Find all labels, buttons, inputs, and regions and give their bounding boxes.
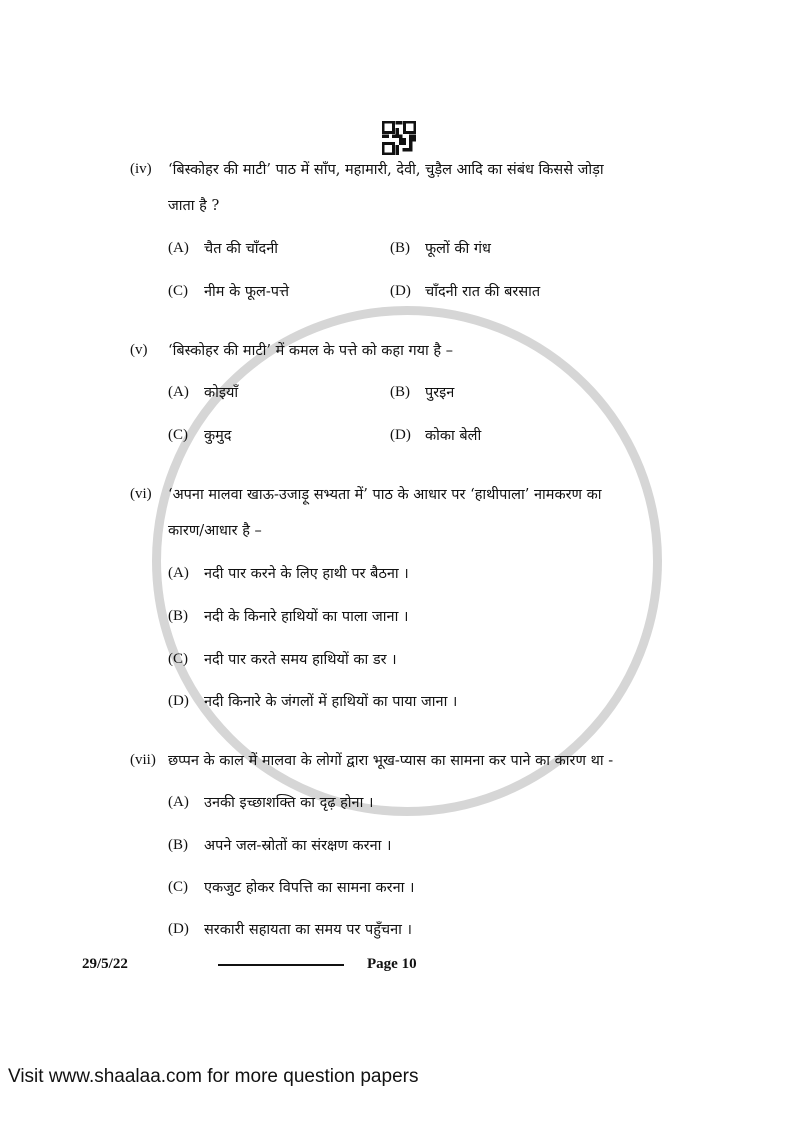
paper-code: 29/5/22 — [82, 956, 128, 972]
footer-rule — [218, 964, 344, 966]
option-text: चैत की चाँदनी — [204, 241, 279, 257]
option-label: (D) — [390, 283, 411, 299]
option-label: (B) — [168, 837, 188, 853]
question-number: (vii) — [130, 752, 156, 768]
option-text: एकजुट होकर विपत्ति का सामना करना । — [204, 880, 415, 896]
question-text: जाता है ? — [168, 198, 220, 214]
option-text: नदी के किनारे हाथियों का पाला जाना । — [204, 609, 409, 625]
question-number: (iv) — [130, 161, 152, 177]
option-text: पुरइन — [425, 385, 455, 401]
option-text: उनकी इच्छाशक्ति का दृढ़ होना । — [204, 795, 374, 811]
question-text: कारण/आधार है – — [168, 523, 262, 539]
option-label: (A) — [168, 794, 189, 810]
option-text: नदी किनारे के जंगलों में हाथियों का पाया जाना । — [204, 694, 458, 710]
option-text: कोइयाँ — [204, 385, 239, 401]
option-label: (A) — [168, 240, 189, 256]
question-text: छप्पन के काल में मालवा के लोगों द्वारा भूख-प्यास का सामना कर पाने का कारण था - — [168, 753, 614, 769]
option-label: (A) — [168, 565, 189, 581]
watermark-circle — [152, 306, 662, 816]
option-text: कुमुद — [204, 428, 232, 444]
qr-code-icon — [382, 121, 416, 155]
option-text: फूलों की गंध — [425, 241, 491, 257]
question-text: ‘बिस्कोहर की माटी’ पाठ में साँप, महामारी, देवी, चुड़ैल आदि का संबंध किससे जोड़ा — [168, 162, 604, 178]
option-text: नीम के फूल-पत्ते — [204, 284, 289, 300]
option-label: (B) — [390, 240, 410, 256]
option-label: (A) — [168, 384, 189, 400]
option-text: चाँदनी रात की बरसात — [425, 284, 541, 300]
option-label: (C) — [168, 651, 188, 667]
option-text: सरकारी सहायता का समय पर पहुँचना । — [204, 922, 413, 938]
option-label: (D) — [168, 693, 189, 709]
option-label: (D) — [168, 921, 189, 937]
question-text: ‘बिस्कोहर की माटी’ में कमल के पत्ते को कहा गया है – — [168, 343, 453, 359]
question-text: ‘अपना मालवा खाऊ-उजाड़ू सभ्यता में’ पाठ के आधार पर ‘हाथीपाला’ नामकरण का — [168, 487, 602, 503]
option-text: अपने जल-स्रोतों का संरक्षण करना । — [204, 838, 392, 854]
option-label: (D) — [390, 427, 411, 443]
bottom-banner-link[interactable]: Visit www.shaalaa.com for more question papers — [8, 1066, 419, 1087]
page-number: Page 10 — [367, 956, 417, 972]
option-label: (B) — [390, 384, 410, 400]
option-text: नदी पार करते समय हाथियों का डर । — [204, 652, 397, 668]
option-label: (C) — [168, 879, 188, 895]
option-label: (B) — [168, 608, 188, 624]
option-text: नदी पार करने के लिए हाथी पर बैठना । — [204, 566, 409, 582]
option-label: (C) — [168, 427, 188, 443]
question-number: (v) — [130, 342, 148, 358]
question-number: (vi) — [130, 486, 152, 502]
option-text: कोका बेली — [425, 428, 482, 444]
option-label: (C) — [168, 283, 188, 299]
